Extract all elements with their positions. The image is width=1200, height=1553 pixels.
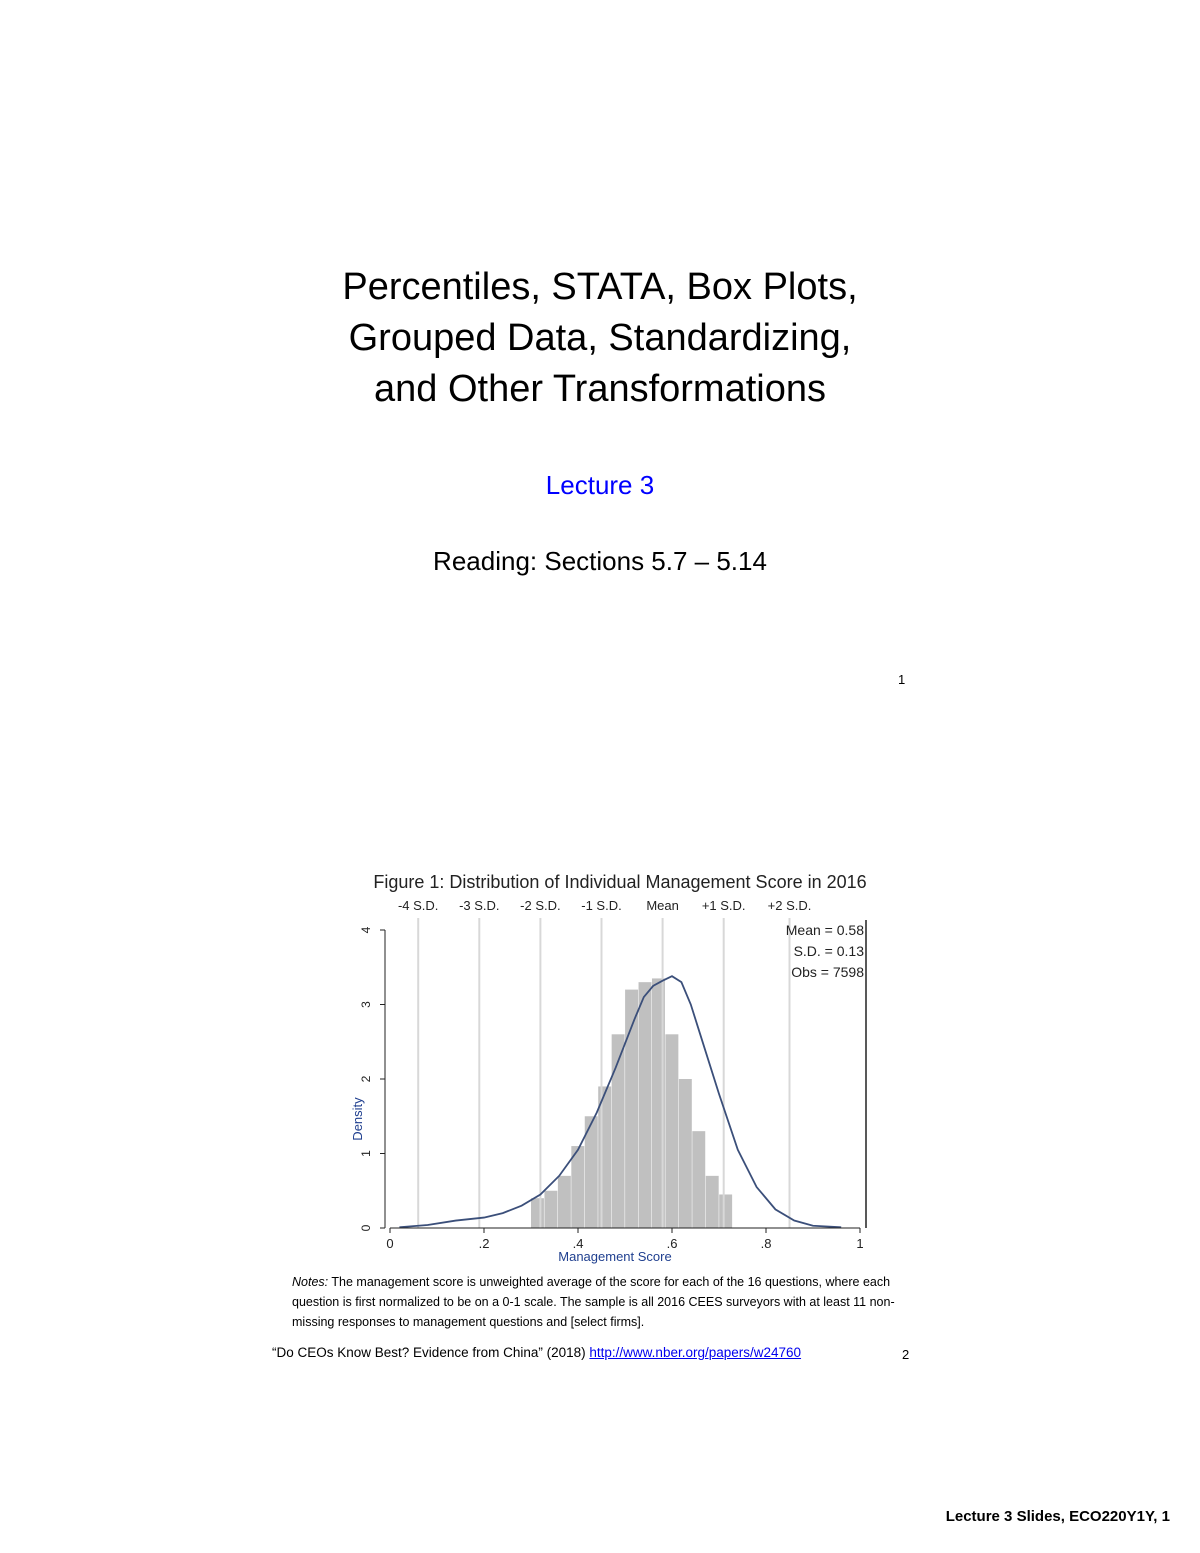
histogram-bar — [544, 1191, 557, 1228]
histogram-bar — [706, 1176, 719, 1228]
page-number-1: 1 — [898, 672, 906, 687]
histogram-bar — [598, 1086, 611, 1228]
y-tick-label: 4 — [359, 926, 373, 934]
citation-link[interactable]: http://www.nber.org/papers/w24760 — [589, 1345, 802, 1360]
reading-assignment: Reading: Sections 5.7 – 5.14 — [433, 546, 767, 576]
y-tick-label: 3 — [359, 1001, 373, 1008]
title-line-1: Percentiles, STATA, Box Plots, — [342, 266, 858, 308]
citation — [272, 1345, 892, 1360]
histogram-bar — [665, 1034, 678, 1228]
y-tick-label: 2 — [359, 1075, 373, 1083]
sd-label: Mean — [646, 898, 679, 913]
citation-text: “Do CEOs Know Best? Evidence from China” (2018) — [272, 1345, 586, 1360]
page-number-2: 2 — [902, 1347, 910, 1362]
histogram-bar — [692, 1131, 705, 1228]
slide-title — [200, 262, 1000, 415]
histogram-bar — [558, 1176, 571, 1228]
notes-label: Notes: — [292, 1275, 329, 1289]
stats-line: Obs = 7598 — [791, 964, 864, 980]
stats-line: Mean = 0.58 — [785, 922, 864, 938]
stats-line: S.D. = 0.13 — [793, 943, 864, 959]
title-line-2: Grouped Data, Standardizing, — [348, 317, 852, 359]
sd-label: +2 S.D. — [767, 898, 812, 913]
sd-label: -1 S.D. — [581, 898, 622, 913]
y-tick-label: 0 — [359, 1224, 373, 1232]
sd-label: +1 S.D. — [701, 898, 746, 913]
y-tick-label: 1 — [359, 1150, 373, 1157]
histogram-bar — [719, 1194, 732, 1228]
x-axis-title: Management Score — [558, 1249, 672, 1264]
histogram-bar — [571, 1146, 584, 1228]
histogram-bar — [679, 1079, 692, 1228]
lecture-label: Lecture 3 — [545, 470, 655, 500]
x-tick-label: .8 — [760, 1236, 772, 1251]
title-line-3: and Other Transformations — [374, 368, 826, 410]
notes-text: The management score is unweighted average of the score for each of the 16 questions, where each question is first normalized to be on a 0-1 scale. The sample is all 2016 CEES surveyors with at least 11 non-missing responses to management questions and [select firms]. — [292, 1275, 895, 1329]
sd-label: -2 S.D. — [520, 898, 561, 913]
histogram-bar — [531, 1198, 544, 1228]
x-tick-label: .6 — [666, 1236, 678, 1251]
sd-label: -4 S.D. — [397, 898, 439, 913]
histogram-bar — [639, 982, 652, 1228]
y-axis-title: Density — [350, 1097, 365, 1141]
sd-label: -3 S.D. — [459, 898, 500, 913]
histogram-chart — [340, 890, 880, 1270]
figure-notes — [292, 1272, 932, 1332]
x-tick-label: .2 — [478, 1236, 490, 1251]
x-tick-label: 0 — [386, 1236, 394, 1251]
footer-label: Lecture 3 Slides, ECO220Y1Y, 1 — [945, 1508, 1170, 1525]
figure-title: Figure 1: Distribution of Individual Management Score in 2016 — [373, 872, 867, 892]
x-tick-label: .4 — [572, 1236, 584, 1251]
x-tick-label: 1 — [856, 1236, 864, 1251]
